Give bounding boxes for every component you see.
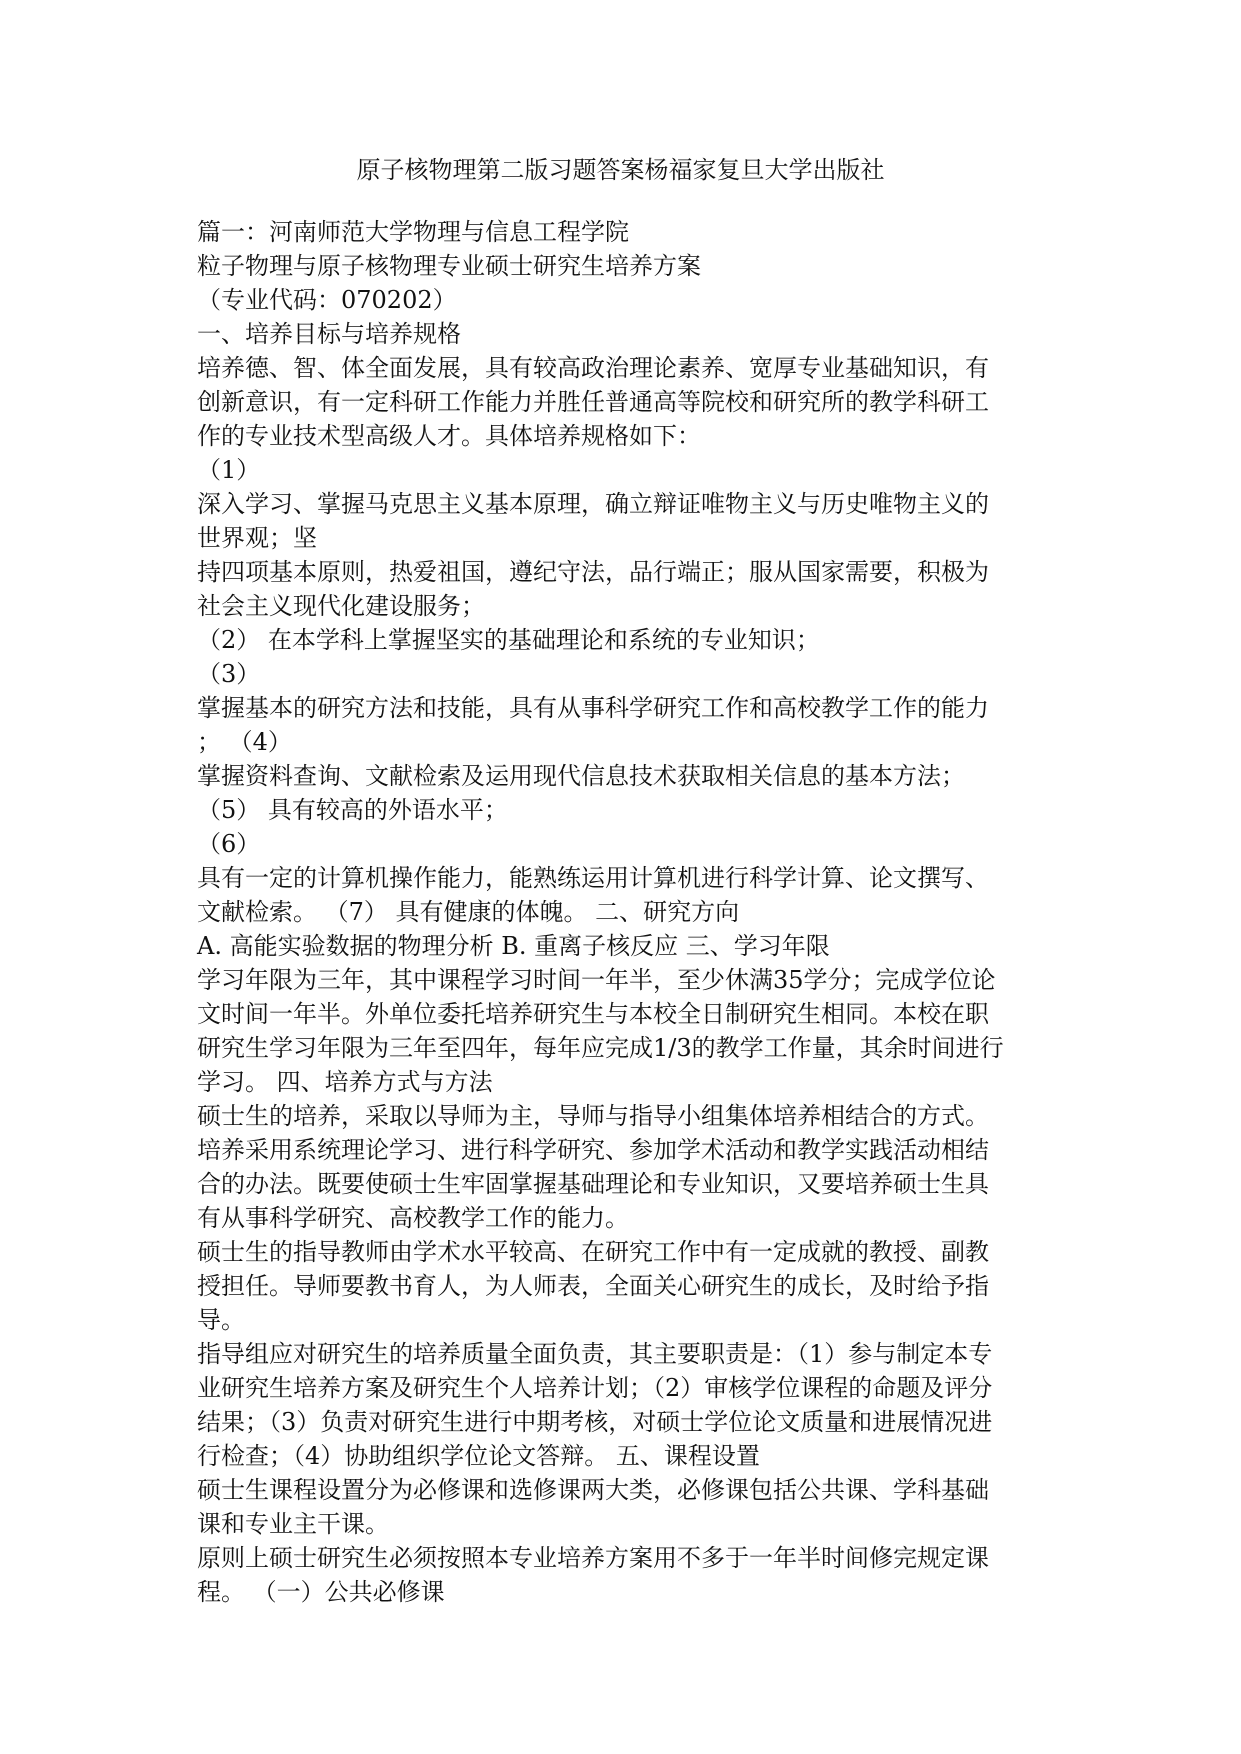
text-line: （专业代码：070202） bbox=[197, 286, 457, 314]
text-line: 培养采用系统理论学习、进行科学研究、参加学术活动和教学实践活动相结 bbox=[197, 1136, 989, 1164]
text-line: 硕士生课程设置分为必修课和选修课两大类，必修课包括公共课、学科基础 bbox=[197, 1476, 989, 1504]
text-line: 程。 （一）公共必修课 bbox=[197, 1578, 445, 1606]
text-line: 掌握资料查询、文献检索及运用现代信息技术获取相关信息的基本方法； bbox=[197, 762, 965, 790]
document-body bbox=[197, 215, 1037, 1609]
text-line: 有从事科学研究、高校教学工作的能力。 bbox=[197, 1204, 629, 1232]
text-line: 课和专业主干课。 bbox=[197, 1510, 389, 1538]
text-line: 文献检索。 （7） 具有健康的体魄。 二、研究方向 bbox=[197, 898, 740, 926]
text-line: 培养德、智、体全面发展，具有较高政治理论素养、宽厚专业基础知识，有 bbox=[197, 354, 989, 382]
document-title: 原子核物理第二版习题答案杨福家复旦大学出版社 bbox=[356, 156, 885, 184]
text-line: 持四项基本原则，热爱祖国，遵纪守法，品行端正；服从国家需要，积极为 bbox=[197, 558, 989, 586]
text-line: 掌握基本的研究方法和技能，具有从事科学研究工作和高校教学工作的能力 bbox=[197, 694, 989, 722]
text-line: ； （4） bbox=[197, 728, 292, 756]
text-line: 深入学习、掌握马克思主义基本原理，确立辩证唯物主义与历史唯物主义的 bbox=[197, 490, 989, 518]
text-line: 作的专业技术型高级人才。具体培养规格如下： bbox=[197, 422, 701, 450]
text-line: 创新意识，有一定科研工作能力并胜任普通高等院校和研究所的教学科研工 bbox=[197, 388, 989, 416]
text-line: 文时间一年半。外单位委托培养研究生与本校全日制研究生相同。本校在职 bbox=[197, 1000, 989, 1028]
text-line: 行检查；（4）协助组织学位论文答辩。 五、课程设置 bbox=[197, 1442, 760, 1470]
text-line: 导。 bbox=[197, 1306, 245, 1334]
text-line: （3） bbox=[197, 660, 261, 688]
text-line: （1） bbox=[197, 456, 261, 484]
text-line: 研究生学习年限为三年至四年，每年应完成1/3的教学工作量，其余时间进行 bbox=[197, 1034, 1004, 1062]
text-line: 社会主义现代化建设服务； bbox=[197, 592, 485, 620]
text-line: 原则上硕士研究生必须按照本专业培养方案用不多于一年半时间修完规定课 bbox=[197, 1544, 989, 1572]
text-line: 硕士生的培养，采取以导师为主，导师与指导小组集体培养相结合的方式。 bbox=[197, 1102, 989, 1130]
text-line: （5） 具有较高的外语水平； bbox=[197, 796, 508, 824]
text-line: （6） bbox=[197, 830, 261, 858]
text-line: 具有一定的计算机操作能力，能熟练运用计算机进行科学计算、论文撰写、 bbox=[197, 864, 989, 892]
text-line: 一、培养目标与培养规格 bbox=[197, 320, 461, 348]
text-line: 指导组应对研究生的培养质量全面负责，其主要职责是：（1）参与制定本专 bbox=[197, 1340, 993, 1368]
text-line: 业研究生培养方案及研究生个人培养计划；（2）审核学位课程的命题及评分 bbox=[197, 1374, 993, 1402]
text-line: 篇一：河南师范大学物理与信息工程学院 bbox=[197, 218, 629, 246]
text-line: （2） 在本学科上掌握坚实的基础理论和系统的专业知识； bbox=[197, 626, 820, 654]
text-line: 合的办法。既要使硕士生牢固掌握基础理论和专业知识，又要培养硕士生具 bbox=[197, 1170, 989, 1198]
text-line: 结果；（3）负责对研究生进行中期考核，对硕士学位论文质量和进展情况进 bbox=[197, 1408, 993, 1436]
text-line: 世界观；坚 bbox=[197, 524, 317, 552]
text-line: 学习年限为三年，其中课程学习时间一年半，至少休满35学分；完成学位论 bbox=[197, 966, 996, 994]
text-line: 授担任。导师要教书育人，为人师表，全面关心研究生的成长，及时给予指 bbox=[197, 1272, 989, 1300]
text-line: 粒子物理与原子核物理专业硕士研究生培养方案 bbox=[197, 252, 701, 280]
text-line: 硕士生的指导教师由学术水平较高、在研究工作中有一定成就的教授、副教 bbox=[197, 1238, 989, 1266]
text-line: 学习。 四、培养方式与方法 bbox=[197, 1068, 493, 1096]
text-line: A. 高能实验数据的物理分析 B. 重离子核反应 三、学习年限 bbox=[197, 932, 830, 960]
